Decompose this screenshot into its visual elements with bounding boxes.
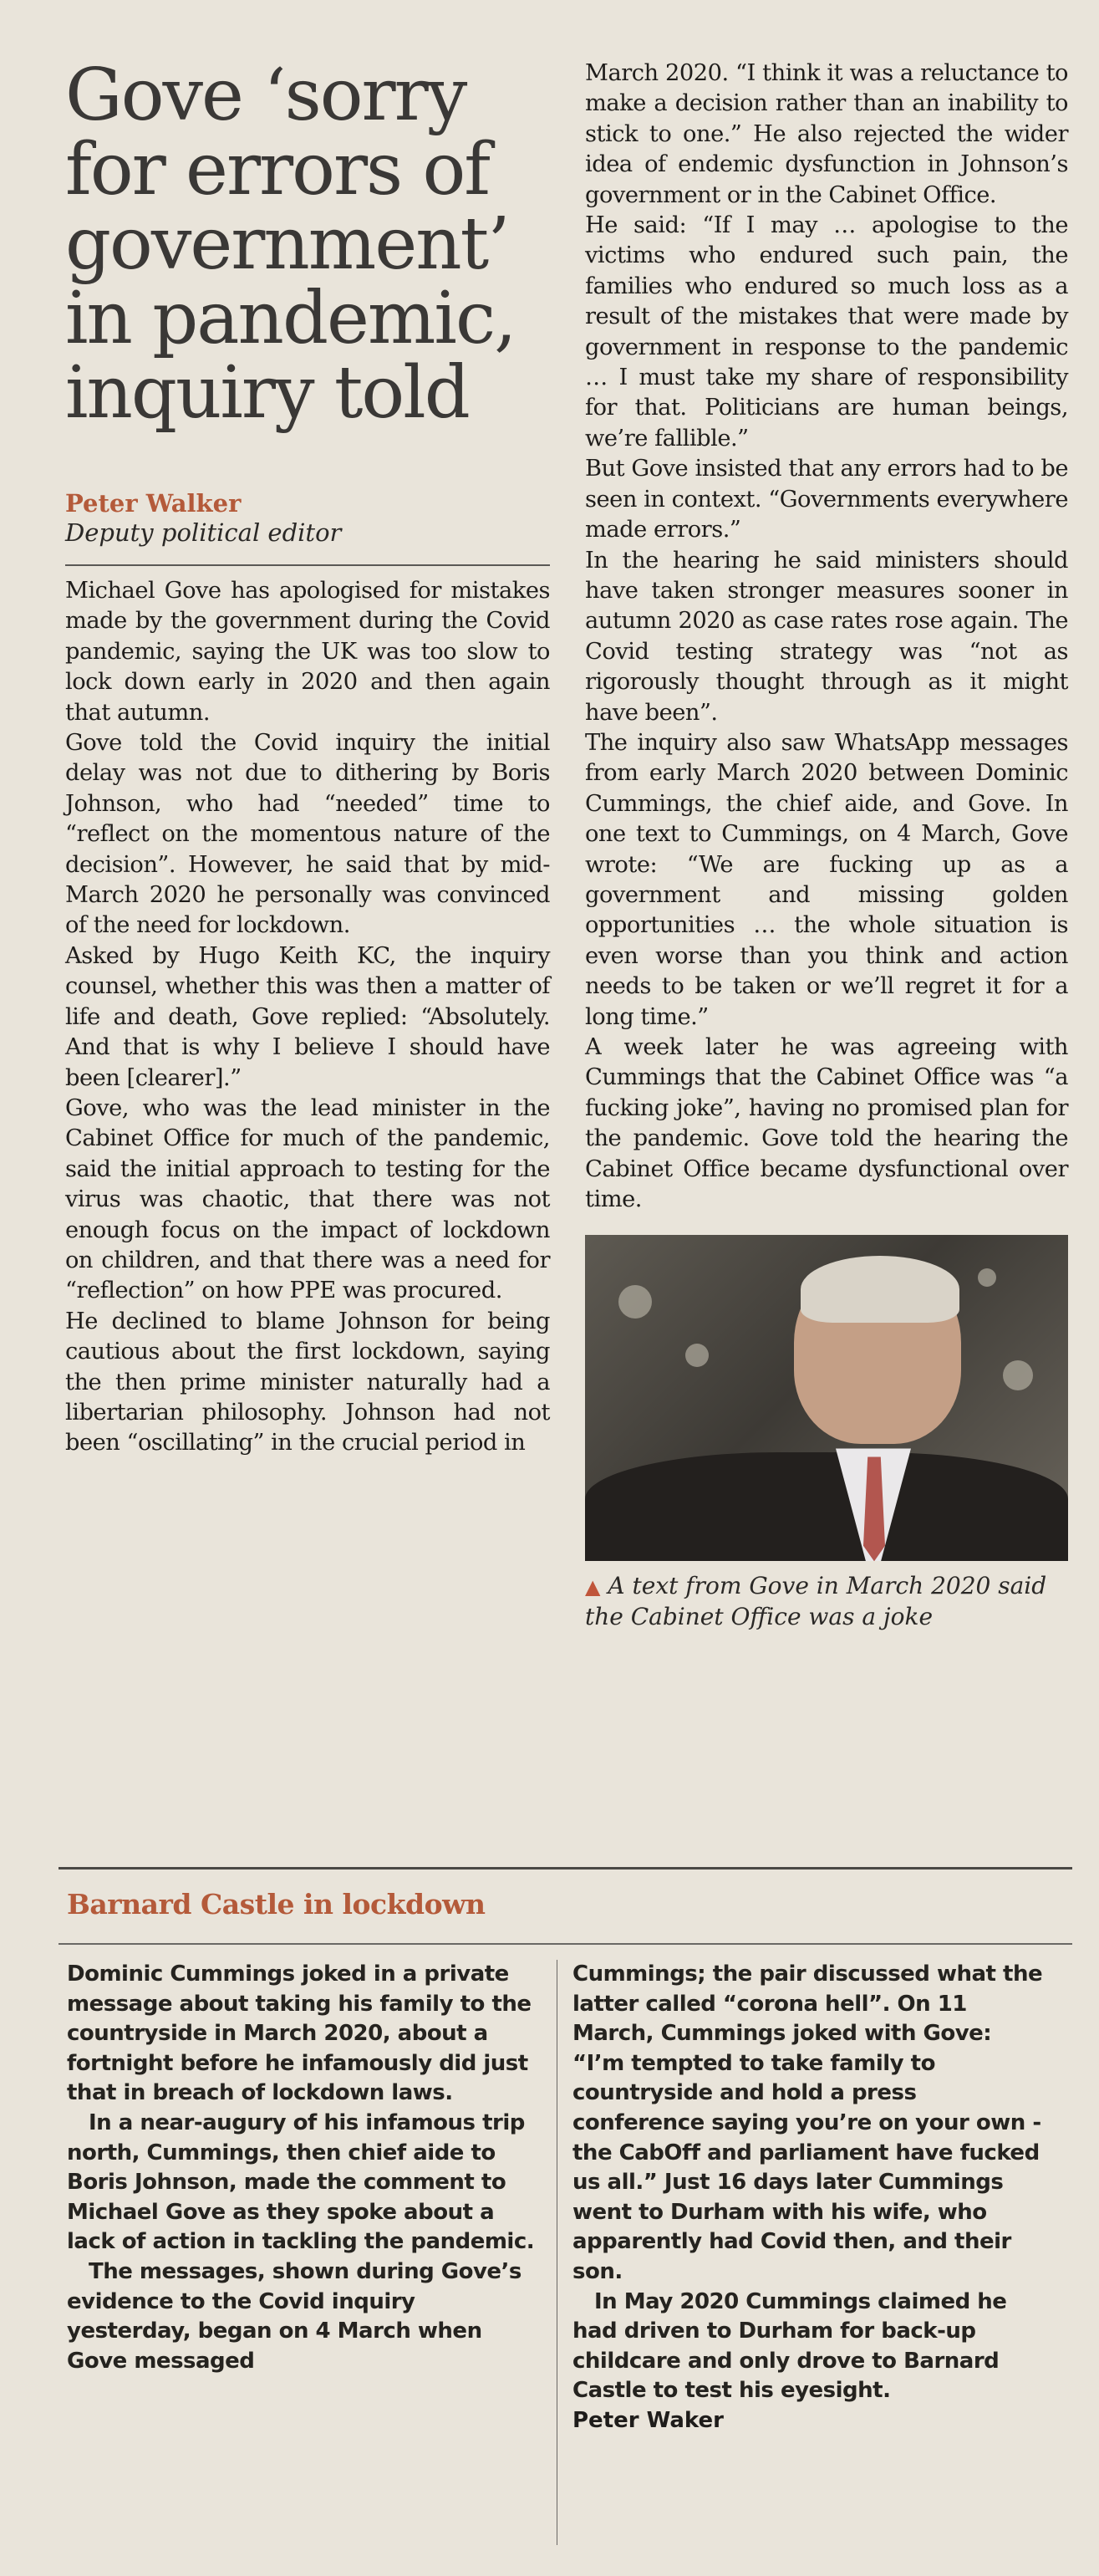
photo-bokeh bbox=[1003, 1360, 1033, 1390]
right-column bbox=[585, 59, 1068, 1632]
portrait-photo bbox=[585, 1235, 1068, 1561]
caption-triangle-icon: ▲ bbox=[585, 1575, 601, 1599]
photo-bokeh bbox=[685, 1344, 709, 1367]
paragraph: The messages, shown during Gove’s evidence to the Covid inquiry yesterday, began on 4 March when Gove messaged bbox=[67, 2258, 522, 2374]
sidebar-divider bbox=[59, 1943, 1072, 1945]
sidebar-box bbox=[59, 1867, 1072, 2559]
sidebar-column-left bbox=[67, 1960, 543, 2376]
caption-text: A text from Gove in March 2020 said the Cabinet Office was a joke bbox=[585, 1572, 1047, 1631]
photo-caption bbox=[585, 1571, 1068, 1632]
sidebar-column-right bbox=[572, 1960, 1049, 2436]
article-body-left bbox=[65, 576, 550, 1459]
paragraph: Asked by Hugo Keith KC, the inquiry counsel, whether this was then a matter of life and death, Gove replied: “Absolutely. And that is why I believe I should have been [clearer].” bbox=[65, 942, 550, 1091]
paragraph: Gove, who was the lead minister in the Cabinet Office for much of the pandemic, said the initial approach to testing for the virus was chaotic, that there was not enough focus on the impact of lockdown on children, and that there was a need for “reflection” on how PPE was procured. bbox=[65, 1094, 550, 1304]
headline: Gove ‘sorry for errors of government’ in pandemic, inquiry told bbox=[65, 54, 516, 435]
sidebar-title: Barnard Castle in lockdown bbox=[67, 1888, 486, 1921]
paragraph: Michael Gove has apologised for mistakes made by the government during the Covid pandemic, saying the UK was too slow to lock down early in 2020 and then again that autumn. bbox=[65, 578, 550, 726]
paragraph: He said: “If I may … apologise to the victims who endured such pain, the families who endured so much loss as a result of the mistakes that were made by government in response to the pandemic … I must take my share of responsibility for that. Politicians are human beings, we’re fallible.” bbox=[585, 212, 1068, 451]
article-body-right bbox=[585, 59, 1068, 1215]
byline-role: Deputy political editor bbox=[65, 518, 342, 547]
byline-author: Peter Walker bbox=[65, 489, 242, 518]
photo-bokeh bbox=[618, 1285, 652, 1319]
photo-bokeh bbox=[978, 1268, 996, 1287]
paragraph: Dominic Cummings joked in a private message about taking his family to the countryside in March 2020, about a fortnight before he infamously did just that in breach of lockdown laws. bbox=[67, 1961, 532, 2106]
paragraph: The inquiry also saw WhatsApp messages from early March 2020 between Dominic Cummings, the chief aide, and Gove. In one text to Cummings, on 4 March, Gove wrote: “We are fucking up as a government and missing golden opportunities … the whole situation is even worse than you think and action needs to be taken or we’ll regret it for a long time.” bbox=[585, 729, 1068, 1030]
photo-hair bbox=[801, 1256, 959, 1323]
paragraph: In May 2020 Cummings claimed he had driven to Durham for back-up childcare and only drove to Barnard Castle to test his eyesight. bbox=[572, 2288, 1007, 2404]
paragraph: He declined to blame Johnson for being cautious about the first lockdown, saying the then prime minister naturally had a libertarian philosophy. Johnson had not been “oscillating” in the crucial period in bbox=[65, 1308, 550, 1456]
paragraph: In the hearing he said ministers should have taken stronger measures sooner in autumn 2020 as case rates rose again. The Covid testing strategy was “not as rigorously thought through as it might have been”. bbox=[585, 547, 1068, 726]
byline-divider bbox=[65, 564, 550, 566]
paragraph: But Gove insisted that any errors had to be seen in context. “Governments everywhere made errors.” bbox=[585, 456, 1068, 543]
paragraph: March 2020. “I think it was a reluctance to make a decision rather than an inability to stick to one.” He also rejected the wider idea of endemic dysfunction in Johnson’s government or in the Cabinet Office. bbox=[585, 60, 1068, 208]
paragraph: Gove told the Covid inquiry the initial delay was not due to dithering by Boris Johnson, who had “needed” time to “reflect on the momentous nature of the decision”. However, he said that by mid-March 2020 he personally was convinced of the need for lockdown. bbox=[65, 730, 550, 939]
paragraph: In a near-augury of his infamous trip north, Cummings, then chief aide to Boris Johnson, made the comment to Michael Gove as they spoke about a lack of action in tackling the pandemic. bbox=[67, 2109, 535, 2255]
paragraph: Cummings; the pair discussed what the latter called “corona hell”. On 11 March, Cummings joked with Gove: “I’m tempted to take family to countryside and hold a press conference saying you’re on your own - the CabOff and parliament have fucked us all.” Just 16 days later Cummings went to Durham with his wife, who apparently had Covid then, and their son. bbox=[572, 1961, 1043, 2284]
paragraph: A week later he was agreeing with Cummings that the Cabinet Office was “a fucking joke”, having no promised plan for the pandemic. Gove told the hearing the Cabinet Office became dysfunctional over time. bbox=[585, 1034, 1068, 1213]
sidebar-signature: Peter Waker bbox=[572, 2407, 724, 2433]
photo-suit bbox=[585, 1452, 1068, 1561]
left-column bbox=[65, 54, 550, 1459]
